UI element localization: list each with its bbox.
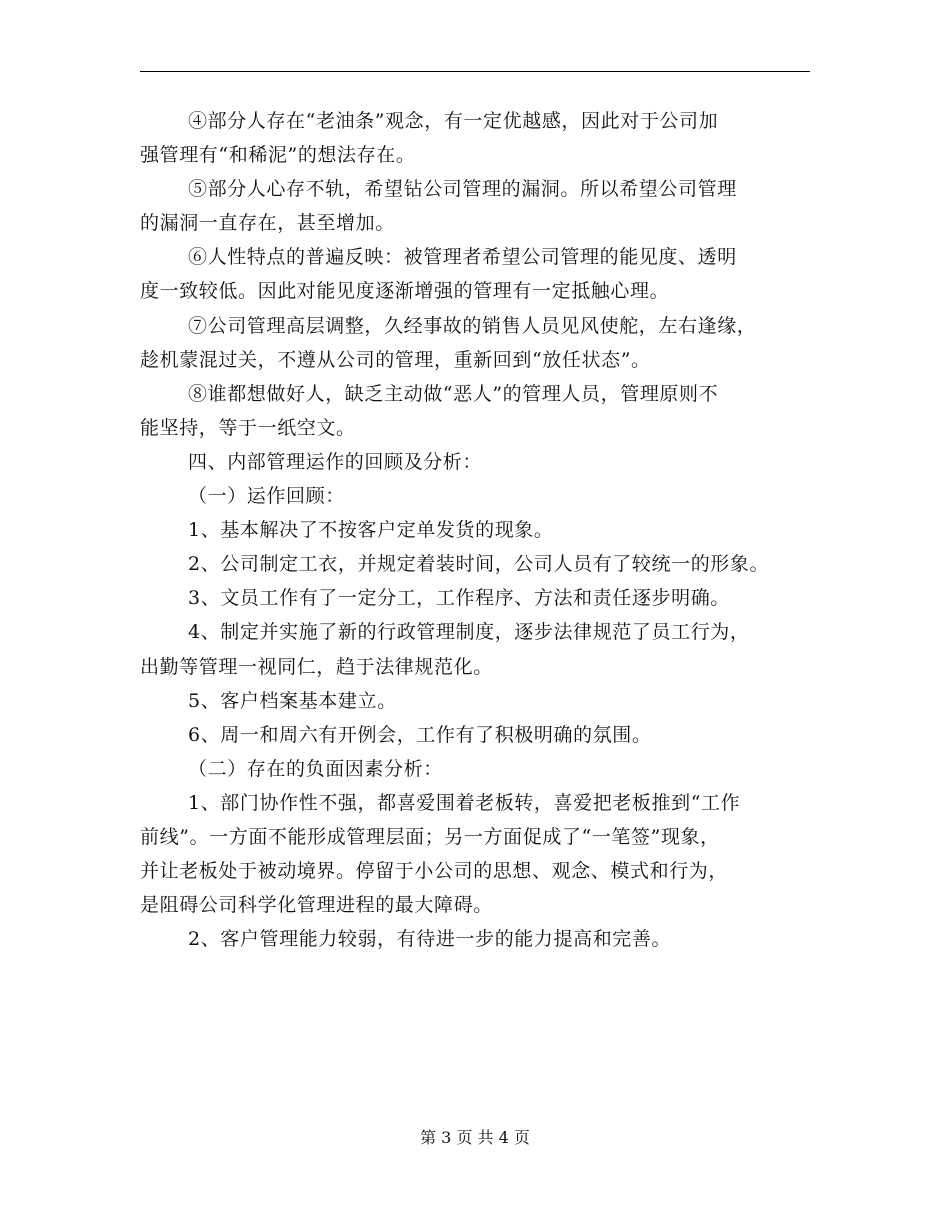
text-line: 6、周一和周六有开例会，工作有了积极明确的氛围。 bbox=[188, 723, 652, 746]
text-line: 1、部门协作性不强，都喜爱围着老板转，喜爱把老板推到“工作 bbox=[188, 791, 741, 814]
text-line: ⑦公司管理高层调整，久经事故的销售人员见风使舵，左右逢缘， bbox=[188, 314, 757, 337]
text-line: 强管理有“和稀泥”的想法存在。 bbox=[140, 144, 416, 167]
text-line: 的漏洞一直存在，甚至增加。 bbox=[140, 212, 395, 235]
text-line: 1、基本解决了不按客户定单发货的现象。 bbox=[188, 519, 554, 542]
text-line: ⑤部分人心存不轨，希望钻公司管理的漏洞。所以希望公司管理 bbox=[188, 178, 737, 201]
page-number: 第 3 页 共 4 页 bbox=[420, 1128, 530, 1147]
text-line: 前线”。一方面不能形成管理层面；另一方面促成了“一笔签”现象， bbox=[140, 825, 720, 848]
text-line: 出勤等管理一视同仁，趋于法律规范化。 bbox=[140, 655, 493, 678]
text-line: 趁机蒙混过关，不遵从公司的管理，重新回到“放任状态”。 bbox=[140, 348, 651, 371]
text-line: 3、文员工作有了一定分工，工作程序、方法和责任逐步明确。 bbox=[188, 587, 730, 610]
header-rule bbox=[140, 71, 810, 72]
text-line: 4、制定并实施了新的行政管理制度，逐步法律规范了员工行为， bbox=[188, 621, 750, 644]
subsection-heading: （一）运作回顾： bbox=[188, 485, 345, 508]
section-heading: 四、内部管理运作的回顾及分析： bbox=[188, 450, 483, 473]
subsection-heading: （二）存在的负面因素分析： bbox=[188, 757, 443, 780]
text-line: ⑧谁都想做好人，缺乏主动做“恶人”的管理人员，管理原则不 bbox=[188, 382, 719, 405]
text-line: 度一致较低。因此对能见度逐渐增强的管理有一定抵触心理。 bbox=[140, 280, 670, 303]
text-line: ④部分人存在“老油条”观念，有一定优越感，因此对于公司加 bbox=[188, 110, 719, 132]
document-body bbox=[140, 104, 810, 956]
text-line: 是阻碍公司科学化管理进程的最大障碍。 bbox=[140, 894, 493, 917]
text-line: 能坚持，等于一纸空文。 bbox=[140, 416, 356, 439]
text-line: 并让老板处于被动境界。停留于小公司的思想、观念、模式和行为， bbox=[140, 860, 729, 883]
text-line: 2、公司制定工衣，并规定着装时间，公司人员有了较统一的形象。 bbox=[188, 553, 770, 576]
text-line: 2、客户管理能力较弱，有待进一步的能力提高和完善。 bbox=[188, 928, 672, 951]
text-line: ⑥人性特点的普遍反映：被管理者希望公司管理的能见度、透明 bbox=[188, 246, 737, 269]
text-line: 5、客户档案基本建立。 bbox=[188, 689, 397, 712]
